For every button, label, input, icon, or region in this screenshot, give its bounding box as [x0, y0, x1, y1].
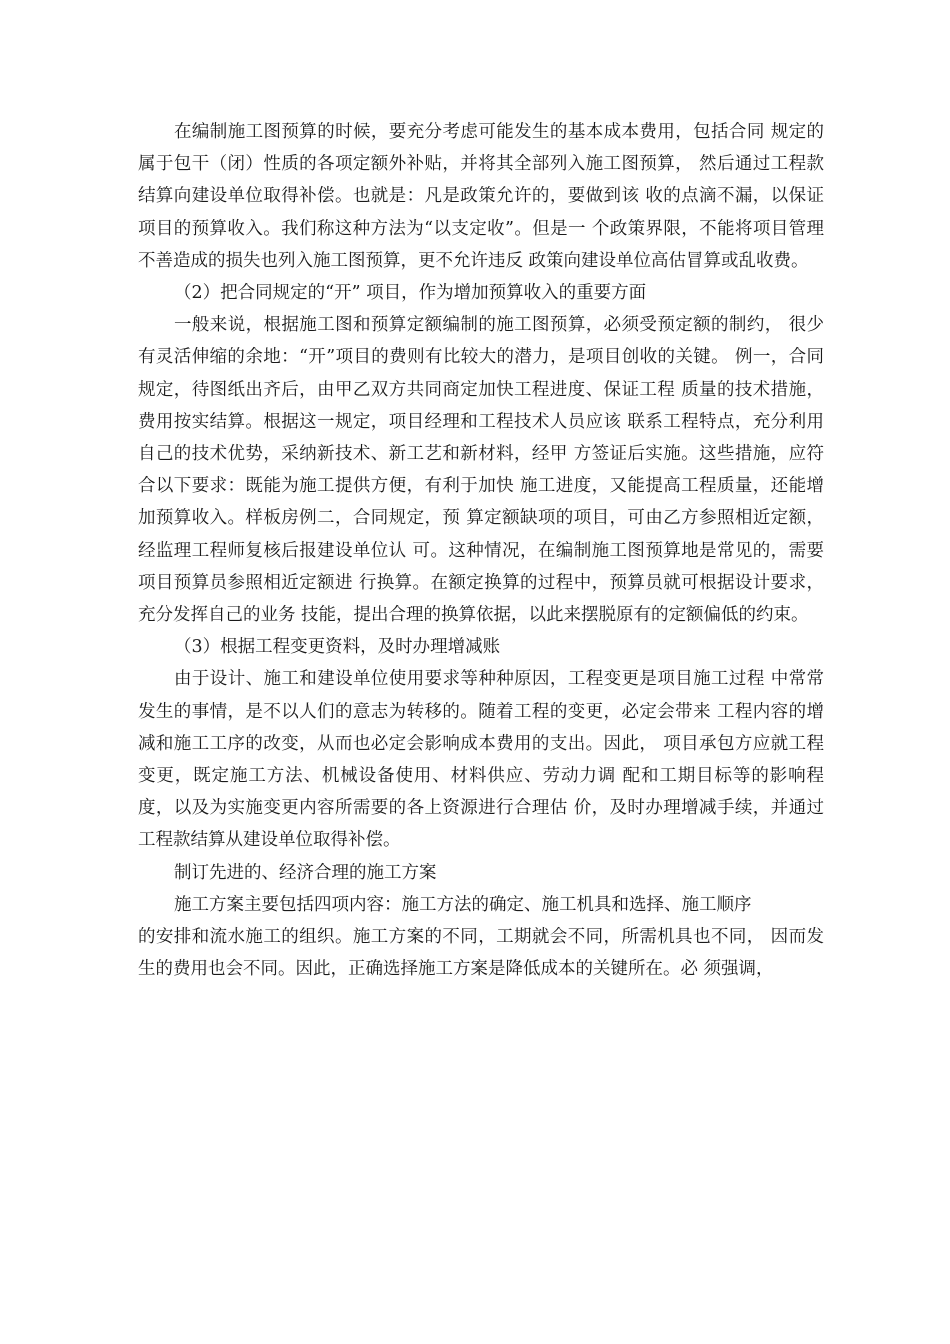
section-heading-construction-plan: 制订先进的、经济合理的施工方案	[174, 862, 437, 883]
section-heading-3: （3）根据工程变更资料，及时办理增减账	[174, 637, 501, 658]
paragraph-construction-plan-line1: 施工方案主要包括四项内容：施工方法的确定、施工机具和选择、施工顺序	[174, 894, 752, 915]
paragraph-engineering-changes: 由于设计、施工和建设单位使用要求等种种原因，工程变更是项目施工过程 中常常发生的事情，是不以人们的意志为转移的。随着工程的变更，必定会带来 工程内容的增减和施工工序的改变，从而也必定会影响成本费用的支出。因此， 项目承包方应就工程变更，既定施工方法、机械设备使用、材料供应、劳动力调 配和工期目标等的影响程度，以及为实施变更内容所需要的各上资源进行合理估 价，及时办理增减手续，并通过工程款结算从建设单位取得补偿。	[138, 669, 824, 851]
paragraph-open-items: 一般来说，根据施工图和预算定额编制的施工图预算，必须受预定额的制约， 很少有灵活伸缩的余地：“开”项目的费则有比较大的潜力，是项目创收的关键。 例一，合同规定，待图纸出齐后，由甲乙双方共同商定加快工程进度、保证工程 质量的技术措施，费用按实结算。根据这一规定，项目经理和工程技术人员应该 联系工程特点，充分利用自己的技术优势，采纳新技术、新工艺和新材料，经甲 方签证后实施。这些措施，应符合以下要求：既能为施工提供方便，有利于加快 施工进度，又能提高工程质量，还能增加预算收入。样板房例二，合同规定，预 算定额缺项的项目，可由乙方参照相近定额，经监理工程师复核后报建设单位认 可。这种情况，在编制施工图预算地是常见的，需要项目预算员参照相近定额进 行换算。在额定换算的过程中，预算员就可根据设计要求，充分发挥自己的业务 技能，提出合理的换算依据，以此来摆脱原有的定额偏低的约束。	[138, 315, 824, 626]
section-heading-2: （2）把合同规定的“开” 项目，作为增加预算收入的重要方面	[174, 283, 647, 304]
paragraph-budget-basics: 在编制施工图预算的时候，要充分考虑可能发生的基本成本费用，包括合同 规定的属于包干（闭）性质的各项定额外补贴，并将其全部列入施工图预算， 然后通过工程款结算向建设单位取得补偿。也就是：凡是政策允许的，要做到该 收的点滴不漏，以保证项目的预算收入。我们称这种方法为“以支定收”。但是一 个政策界限，不能将项目管理不善造成的损失也列入施工图预算，更不允许违反 政策向建设单位高估冒算或乱收费。	[138, 122, 824, 271]
body-text	[138, 116, 824, 985]
paragraph-construction-plan-cont: 的安排和流水施工的组织。施工方案的不同，工期就会不同，所需机具也不同， 因而发生的费用也会不同。因此，正确选择施工方案是降低成本的关键所在。必 须强调，	[138, 927, 824, 980]
